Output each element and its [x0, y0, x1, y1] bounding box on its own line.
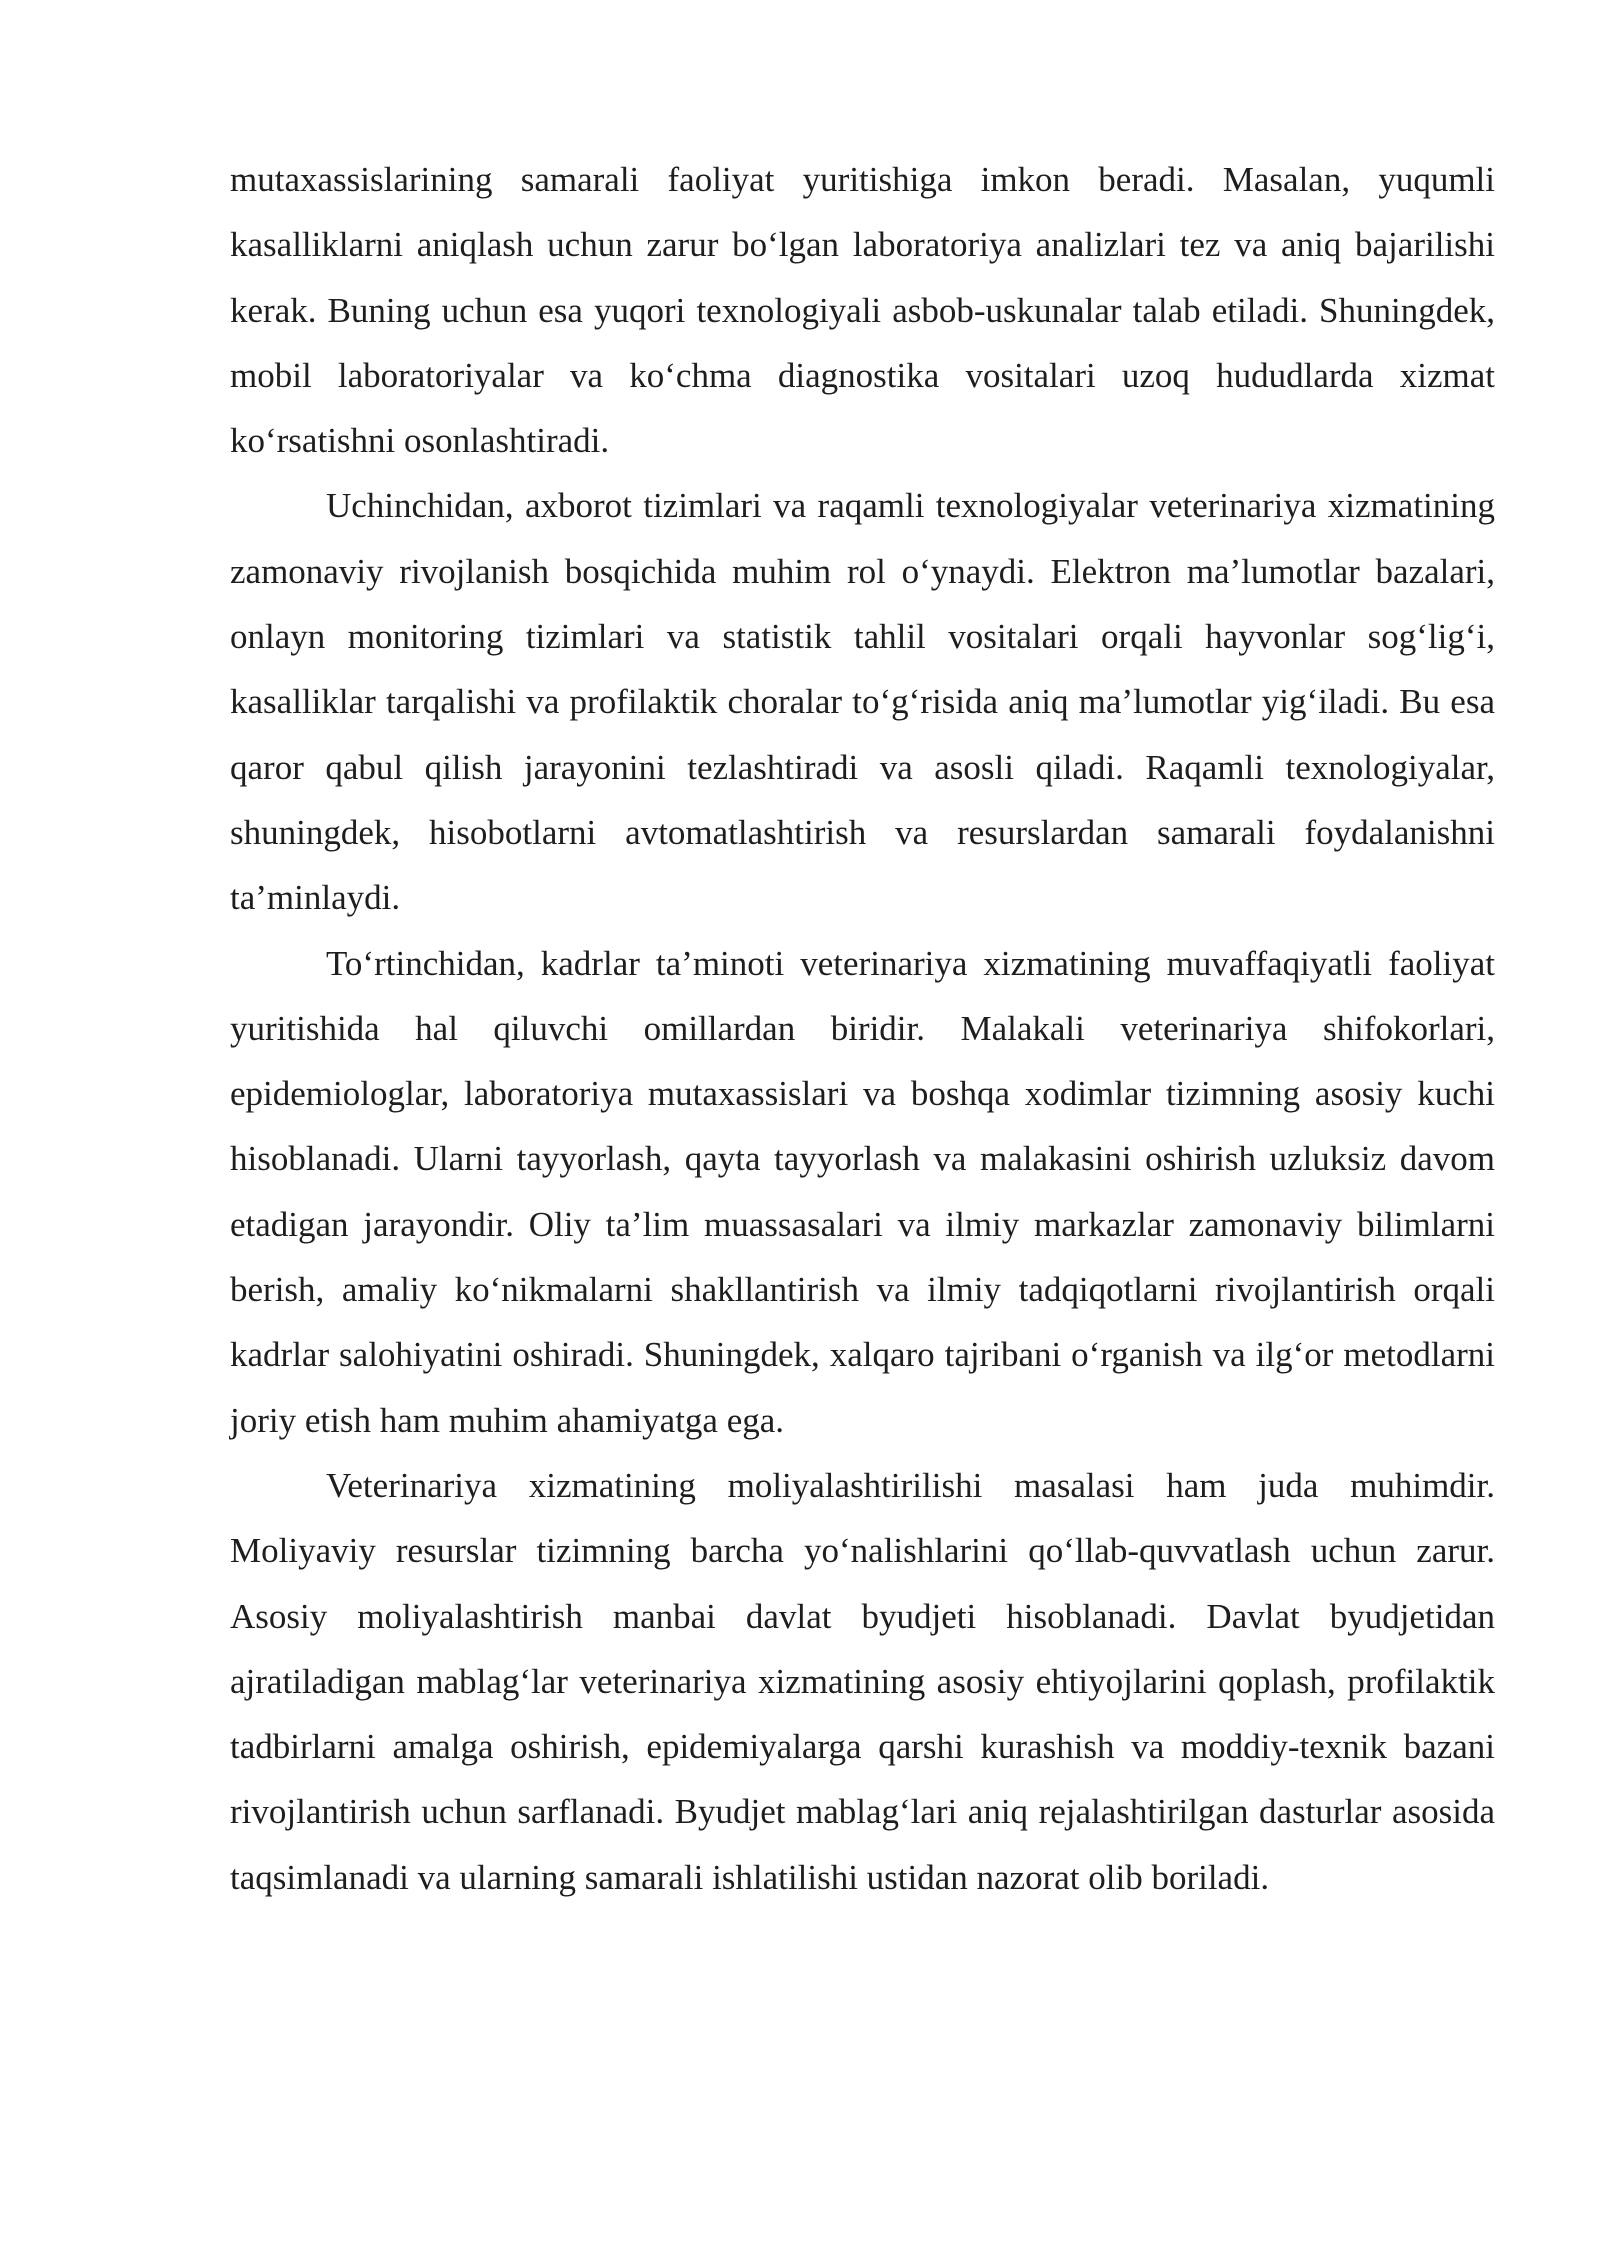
paragraph-staffing: To‘rtinchidan, kadrlar ta’minoti veterinariya xizmatining muvaffaqiyatli faoliyat yuritishida hal qiluvchi omillardan biridir. Malakali veterinariya shifokorlari, epidemiologlar, laboratoriya mutaxassislari va boshqa xodimlar tizimning asosiy kuchi hisoblanadi. Ularni tayyorlash, qayta tayyorlash va malakasini oshirish uzluksiz davom etadigan jarayondir. Oliy ta’lim muassasalari va ilmiy markazlar zamonaviy bilimlarni berish, amaliy ko‘nikmalarni shakllantirish va ilmiy tadqiqotlarni rivojlantirish orqali kadrlar salohiyatini oshiradi. Shuningdek, xalqaro tajribani o‘rganish va ilg‘or metodlarni joriy etish ham muhim ahamiyatga ega. [230, 943, 1495, 1440]
document-body [230, 147, 1495, 1910]
paragraph-information-systems: Uchinchidan, axborot tizimlari va raqamli texnologiyalar veterinariya xizmatining zamonaviy rivojlanish bosqichida muhim rol o‘ynaydi. Elektron ma’lumotlar bazalari, onlayn monitoring tizimlari va statistik tahlil vositalari orqali hayvonlar sog‘lig‘i, kasalliklar tarqalishi va profilaktik choralar to‘g‘risida aniq ma’lumotlar yig‘iladi. Bu esa qaror qabul qilish jarayonini tezlashtiradi va asosli qiladi. Raqamli texnologiyalar, shuningdek, hisobotlarni avtomatlashtirish va resurslardan samarali foydalanishni ta’minlaydi. [230, 486, 1495, 918]
paragraph-continuation: mutaxassislarining samarali faoliyat yuritishiga imkon beradi. Masalan, yuqumli kasalliklarni aniqlash uchun zarur bo‘lgan laboratoriya analizlari tez va aniq bajarilishi kerak. Buning uchun esa yuqori texnologiyali asbob-uskunalar talab etiladi. Shuningdek, mobil laboratoriyalar va ko‘chma diagnostika vositalari uzoq hududlarda xizmat ko‘rsatishni osonlashtiradi. [230, 160, 1495, 461]
paragraph-financing: Veterinariya xizmatining moliyalashtirilishi masalasi ham juda muhimdir. Moliyaviy resurslar tizimning barcha yo‘nalishlarini qo‘llab-quvvatlash uchun zarur. Asosiy moliyalashtirish manbai davlat byudjeti hisoblanadi. Davlat byudjetidan ajratiladigan mablag‘lar veterinariya xizmatining asosiy ehtiyojlarini qoplash, profilaktik tadbirlarni amalga oshirish, epidemiyalarga qarshi kurashish va moddiy-texnik bazani rivojlantirish uchun sarflanadi. Byudjet mablag‘lari aniq rejalashtirilgan dasturlar asosida taqsimlanadi va ularning samarali ishlatilishi ustidan nazorat olib boriladi. [230, 1465, 1495, 1897]
